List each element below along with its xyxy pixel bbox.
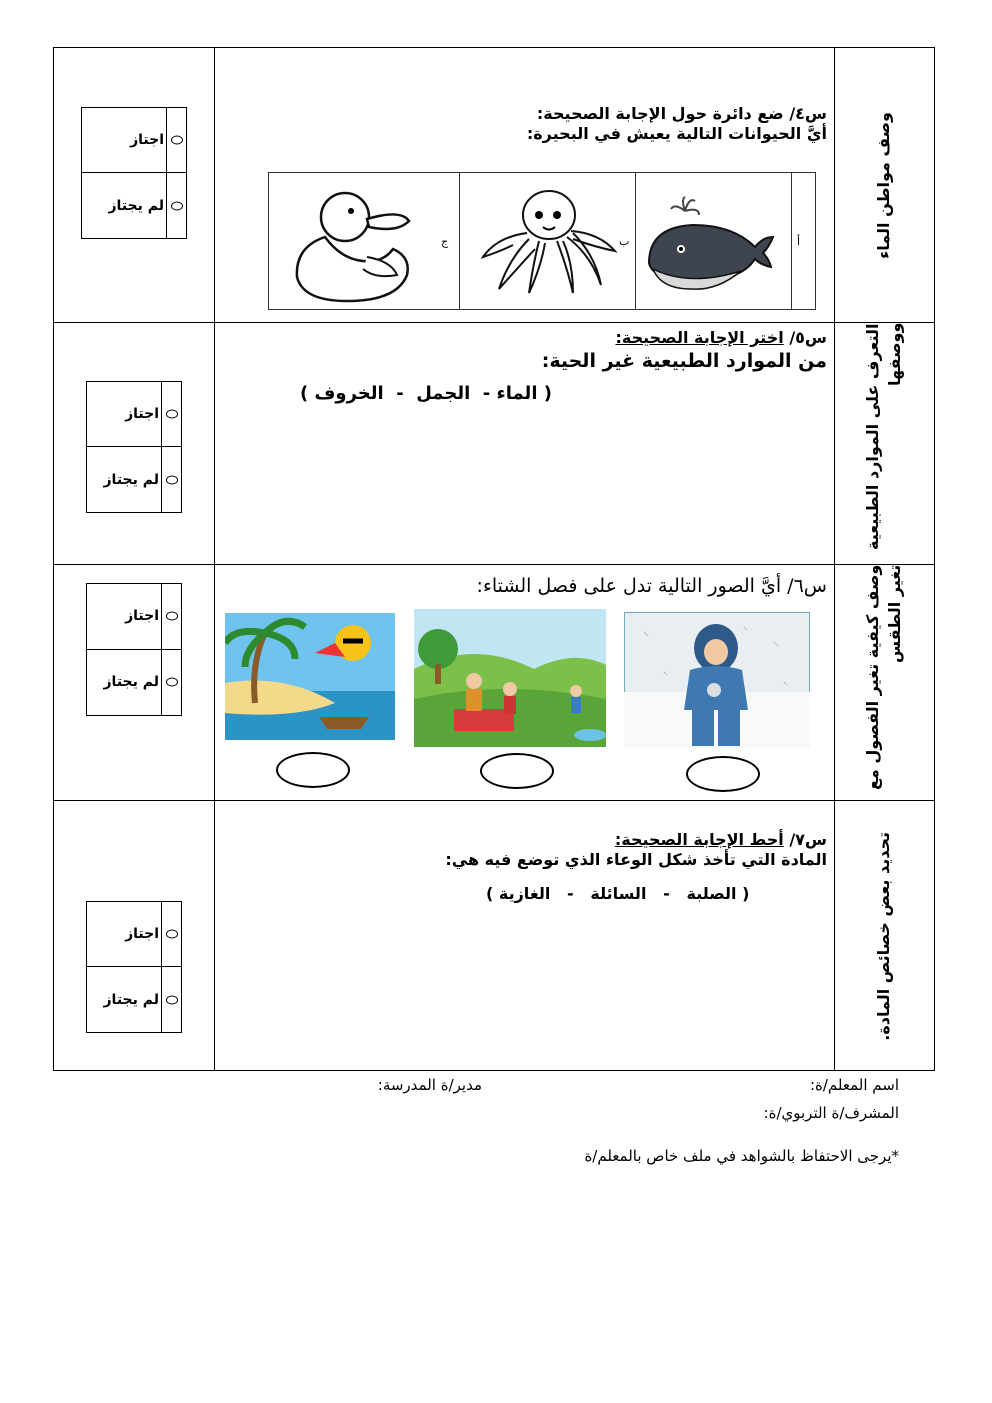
supervisor-label: المشرف/ة التربوي/ة:: [763, 1104, 899, 1122]
checkbox-circle-icon[interactable]: [166, 612, 178, 621]
skill-text: وصف مواطن الماء: [874, 111, 893, 259]
option-letter-b: ب: [619, 235, 630, 248]
park-picnic-image[interactable]: [414, 609, 606, 747]
q5-choices: ( الماء - الجمل - الخروف ): [300, 383, 552, 404]
pass-label: اجتاز: [125, 608, 159, 625]
pass-cell[interactable]: [87, 382, 181, 447]
whale-icon[interactable]: [641, 191, 781, 303]
q4-text: [407, 104, 827, 144]
q6-number: س٦/: [787, 575, 827, 597]
animal-options: [268, 172, 816, 310]
fail-label: لم يجتاز: [103, 991, 159, 1008]
sunny-beach-image[interactable]: [225, 613, 395, 740]
pass-cell[interactable]: [87, 902, 181, 967]
q7-instruction: أحط الإجابة الصحيحة:: [614, 830, 784, 849]
q7-number: س٧/: [789, 830, 827, 849]
q4-instruction: ضع دائرة حول الإجابة الصحيحة:: [536, 104, 784, 123]
pass-label: اجتاز: [130, 132, 164, 148]
principal-label: مدير/ة المدرسة:: [377, 1076, 482, 1094]
duck-icon[interactable]: [287, 187, 437, 303]
skill-text: تحديد بعض خصائص المادة.: [874, 832, 893, 1041]
q6-text: [327, 574, 827, 598]
fail-cell[interactable]: [87, 447, 181, 512]
pass-label: اجتاز: [125, 406, 159, 422]
checkbox-circle-icon[interactable]: [171, 201, 183, 210]
retention-note: *يرجى الاحتفاظ بالشواهد في ملف خاص بالمعلم/ة: [584, 1147, 899, 1165]
skill-cell: [834, 323, 934, 564]
pass-label: اجتاز: [125, 926, 159, 942]
q6-question: أيَّ الصور التالية تدل على فصل الشتاء:: [476, 575, 782, 597]
pass-cell[interactable]: [82, 108, 186, 173]
q4-question: أيَّ الحيوانات التالية يعيش في البحيرة:: [526, 124, 827, 143]
skill-cell: [834, 565, 934, 800]
grading-box-q4: [81, 107, 187, 239]
octopus-icon[interactable]: [469, 185, 629, 303]
skill-text: التعرف على الموارد الطبيعية ووصفها: [863, 323, 904, 550]
fail-label: لم يجتاز: [103, 471, 159, 488]
pass-cell[interactable]: [87, 584, 181, 650]
answer-oval-park[interactable]: [480, 753, 554, 789]
fail-cell[interactable]: [87, 650, 181, 716]
checkbox-circle-icon[interactable]: [166, 410, 178, 419]
grading-box-q5: [86, 381, 182, 513]
q4-number: س٤/: [789, 104, 827, 123]
skill-cell: [834, 48, 934, 322]
teacher-name-label: اسم المعلم/ة:: [809, 1076, 899, 1094]
q7-question: المادة التي تأخذ شكل الوعاء الذي توضع فيه هي:: [445, 850, 827, 869]
fail-label: لم يجتاز: [103, 674, 159, 691]
q5-text: [307, 328, 827, 374]
q5-question: من الموارد الطبيعية غير الحية:: [541, 350, 827, 372]
fail-cell[interactable]: [82, 173, 186, 238]
answer-oval-winter[interactable]: [686, 756, 760, 792]
q7-choices: ( الصلبة - السائلة - الغازية ): [486, 884, 750, 903]
option-letter-c: ج: [441, 235, 449, 248]
checkbox-circle-icon[interactable]: [166, 475, 178, 484]
winter-child-image[interactable]: [624, 612, 810, 748]
q7-text: [307, 830, 827, 870]
fail-label: لم يجتاز: [108, 197, 164, 214]
grading-box-q7: [86, 901, 182, 1033]
fail-cell[interactable]: [87, 967, 181, 1032]
option-letter-a: أ: [797, 235, 801, 248]
skill-cell: [834, 801, 934, 1072]
checkbox-circle-icon[interactable]: [171, 136, 183, 145]
skill-text: وصف كيفية تغير الفصول مع تغير الطقس: [863, 565, 904, 791]
q5-number: س٥/: [789, 328, 827, 347]
answer-oval-beach[interactable]: [276, 752, 350, 788]
q5-instruction: اختر الإجابة الصحيحة:: [615, 328, 784, 347]
checkbox-circle-icon[interactable]: [166, 930, 178, 939]
checkbox-circle-icon[interactable]: [166, 678, 178, 687]
checkbox-circle-icon[interactable]: [166, 995, 178, 1004]
grading-box-q6: [86, 583, 182, 716]
